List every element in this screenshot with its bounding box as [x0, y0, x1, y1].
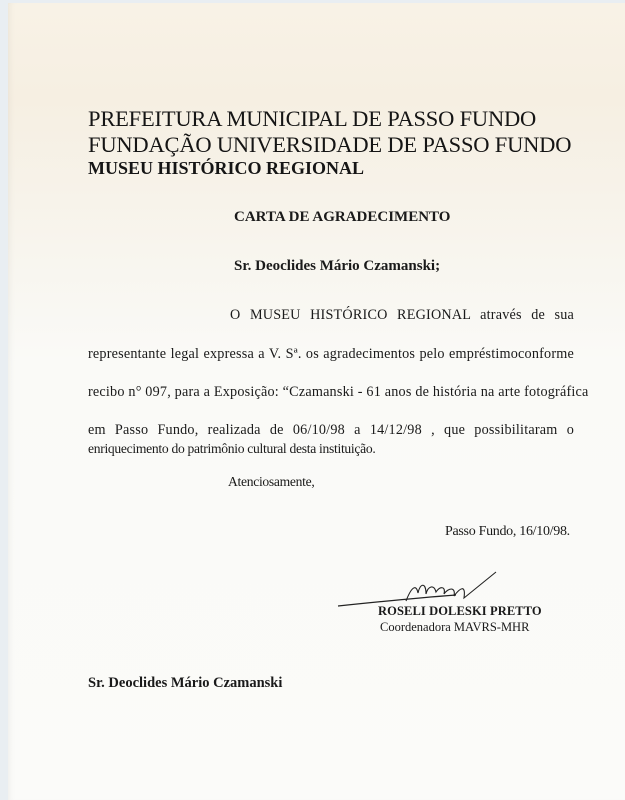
letterhead-museu: MUSEU HISTÓRICO REGIONAL — [88, 158, 365, 178]
body-line: O MUSEU HISTÓRICO REGIONAL através de sua — [230, 307, 574, 323]
salutation: Sr. Deoclides Mário Czamanski; — [234, 258, 441, 274]
body-line: recibo n° 097, para a Exposição: “Czamanski - 61 anos de história na arte fotográfica — [88, 384, 589, 400]
handwritten-signature — [336, 568, 526, 608]
place-date: Passo Fundo, 16/10/98. — [445, 524, 570, 539]
body-line: enriquecimento do patrimônio cultural desta instituição. — [88, 441, 376, 456]
letter-page — [8, 3, 625, 800]
letter-title: CARTA DE AGRADECIMENTO — [234, 209, 451, 225]
signer-role: Coordenadora MAVRS-MHR — [380, 620, 530, 634]
letterhead-prefeitura: PREFEITURA MUNICIPAL DE PASSO FUNDO — [88, 106, 537, 131]
letterhead-fundacao: FUNDAÇÃO UNIVERSIDADE DE PASSO FUNDO — [88, 132, 572, 157]
body-line: em Passo Fundo, realizada de 06/10/98 a 14/12/98 , que possibilitaram o — [88, 422, 574, 438]
closing: Atenciosamente, — [228, 474, 315, 489]
body-line: representante legal expressa a V. Sª. os agradecimentos pelo empréstimoconforme — [88, 346, 574, 362]
footer-recipient: Sr. Deoclides Mário Czamanski — [88, 675, 283, 691]
signer-name: ROSELI DOLESKI PRETTO — [378, 604, 542, 618]
